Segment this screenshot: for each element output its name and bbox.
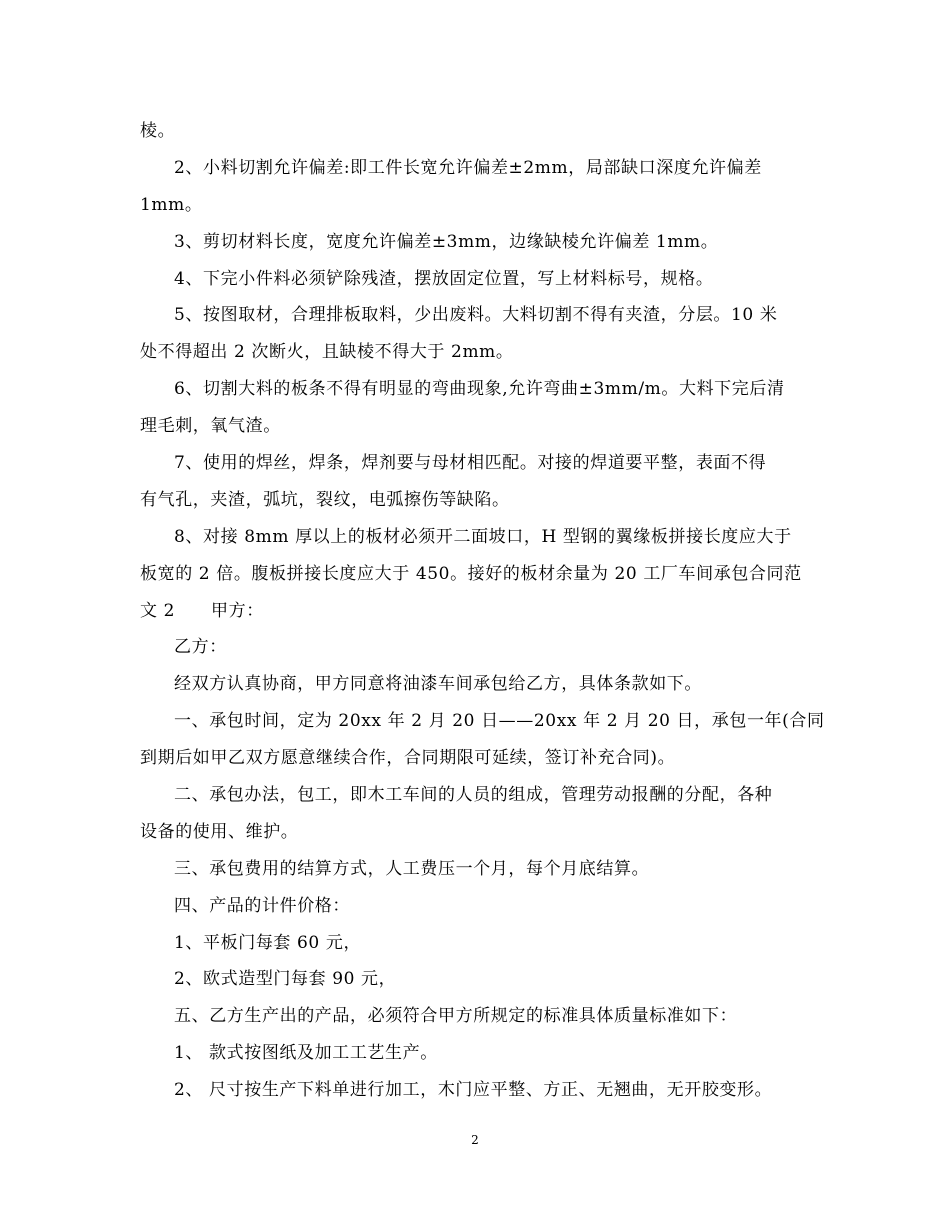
text-line: 乙方： [174,637,227,658]
text-line: 文 2 甲方： [140,600,264,621]
text-line: 1mm。 [140,194,203,215]
text-line: 二、承包办法，包工，即木工车间的人员的组成，管理劳动报酬的分配，各种 [174,785,773,806]
text-line: 1、 款式按图纸及加工工艺生产。 [174,1043,438,1064]
text-line: 棱。 [140,121,176,141]
text-line: 5、按图取材，合理排板取料，少出废料。大料切割不得有夹渣，分层。10 米 [174,305,778,326]
text-line: 4、下完小件料必须铲除残渣，摆放固定位置，写上材料标号，规格。 [174,268,714,289]
text-line: 3、剪切材料长度，宽度允许偏差±3mm，边缘缺棱允许偏差 1mm。 [174,231,719,252]
text-line: 2、 尺寸按生产下料单进行加工，木门应平整、方正、无翘曲，无开胶变形。 [174,1080,773,1101]
text-line: 1、平板门每套 60 元， [174,932,362,953]
text-line: 到期后如甲乙双方愿意继续合作，合同期限可延续，签订补充合同)。 [140,748,676,769]
text-line: 四、产品的计件价格： [174,895,350,916]
text-line: 2、小料切割允许偏差:即工件长宽允许偏差±2mm，局部缺口深度允许偏差 [174,157,762,178]
text-line: 7、使用的焊丝，焊条，焊剂要与母材相匹配。对接的焊道要平整，表面不得 [174,453,767,474]
text-line: 经双方认真协商，甲方同意将油漆车间承包给乙方，具体条款如下。 [174,674,702,695]
text-line: 五、乙方生产出的产品，必须符合甲方所规定的标准具体质量标准如下： [174,1006,738,1027]
page-number: 2 [471,1133,479,1147]
text-line: 处不得超出 2 次断火，且缺棱不得大于 2mm。 [140,342,514,363]
text-line: 一、承包时间，定为 20xx 年 2 月 20 日——20xx 年 2 月 20 日，承包一年(合同 [174,711,825,732]
text-line: 6、切割大料的板条不得有明显的弯曲现象,允许弯曲±3mm/m。大料下完后清 [174,379,785,400]
text-line: 有气孔，夹渣，弧坑，裂纹，电弧擦伤等缺陷。 [140,489,510,510]
text-line: 三、承包费用的结算方式，人工费压一个月，每个月底结算。 [174,858,650,879]
text-line: 理毛刺，氧气渣。 [140,416,281,437]
text-line: 设备的使用、维护。 [140,821,299,842]
document-body [140,113,825,1109]
text-line: 板宽的 2 倍。腹板拼接长度应大于 450。接好的板材余量为 20 工厂车间承包合同范 [140,563,802,584]
text-line: 2、欧式造型门每套 90 元， [174,969,397,990]
text-line: 8、对接 8mm 厚以上的板材必须开二面坡口，H 型钢的翼缘板拼接长度应大于 [174,526,792,547]
